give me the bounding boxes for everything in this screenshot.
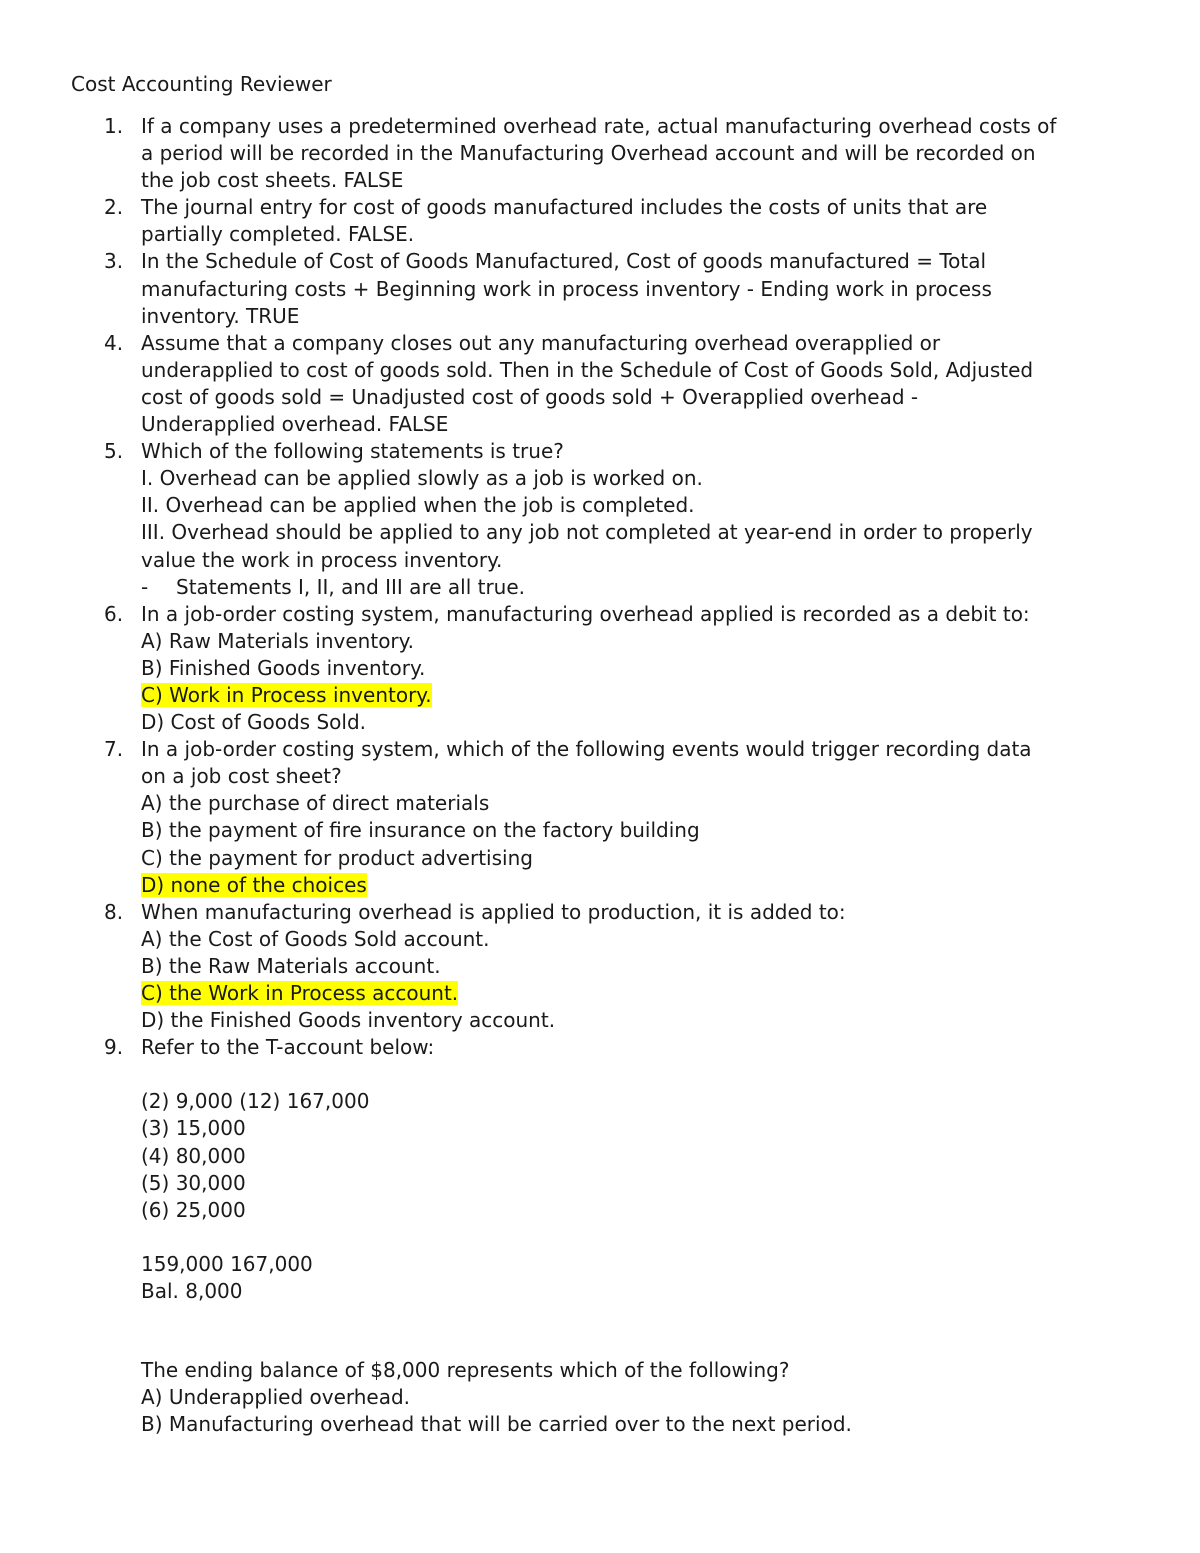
question-text-line: The ending balance of $8,000 represents which of the following? — [141, 1358, 790, 1383]
question-text-line: In a job-order costing system, manufacturing overhead applied is recorded as a debit to: — [141, 601, 1030, 626]
question-text-line: inventory. TRUE — [141, 303, 300, 328]
question-number: 4. — [104, 330, 124, 355]
question-number: 1. — [104, 114, 124, 138]
question-number: 3. — [104, 249, 124, 274]
choice-line: B) Manufacturing overhead that will be carried over to the next period. — [141, 1412, 852, 1437]
question-list — [0, 113, 1200, 1439]
statement-line: value the work in process inventory. — [141, 547, 503, 572]
choice-line: D) Cost of Goods Sold. — [141, 710, 366, 735]
question-text-line: cost of goods sold = Unadjusted cost of goods sold + Overapplied overhead - — [141, 384, 919, 409]
t-account-entry: (5) 30,000 — [141, 1170, 246, 1195]
question-text-line: The journal entry for cost of goods manufactured includes the costs of units that are — [141, 195, 988, 220]
question-item-2 — [0, 194, 1200, 248]
choice-line-correct — [141, 980, 1150, 1007]
question-text-line: If a company uses a predetermined overhead rate, actual manufacturing overhead costs of — [141, 114, 1057, 138]
choice-line-correct — [141, 872, 1150, 899]
question-text-line: Refer to the T-account below: — [141, 1035, 435, 1060]
question-item-5 — [0, 438, 1200, 601]
question-text-line: partially completed. FALSE. — [141, 222, 415, 247]
question-text-line: Assume that a company closes out any manufacturing overhead overapplied or — [141, 330, 941, 355]
highlighted-answer: C) the Work in Process account. — [141, 981, 459, 1005]
question-item-4 — [0, 330, 1200, 438]
question-text-line: In the Schedule of Cost of Goods Manufactured, Cost of goods manufactured = Total — [141, 249, 987, 274]
choice-line: B) the payment of fire insurance on the factory building — [141, 818, 700, 843]
t-account-entry: (6) 25,000 — [141, 1197, 246, 1222]
answer-text: Statements I, II, and III are all true. — [176, 574, 526, 599]
question-number: 5. — [104, 439, 124, 464]
dash-bullet: - — [141, 574, 149, 599]
highlighted-answer: C) Work in Process inventory. — [141, 682, 432, 707]
choice-line: D) the Finished Goods inventory account. — [141, 1008, 556, 1033]
question-item-7 — [0, 736, 1200, 899]
question-item-8 — [0, 899, 1200, 1034]
question-number: 6. — [104, 601, 124, 626]
statement-line: II. Overhead can be applied when the job is completed. — [141, 493, 695, 518]
question-text-line: the job cost sheets. FALSE — [141, 168, 404, 193]
choice-line-correct — [141, 682, 1150, 709]
question-text-line: In a job-order costing system, which of the following events would trigger recording data — [141, 737, 1032, 762]
question-number: 7. — [104, 737, 124, 762]
question-text-line: underapplied to cost of goods sold. Then in the Schedule of Cost of Goods Sold, Adjusted — [141, 357, 1034, 382]
document-title: Cost Accounting Reviewer — [71, 72, 332, 96]
question-text-line: When manufacturing overhead is applied to production, it is added to: — [141, 899, 846, 924]
question-number: 8. — [104, 899, 124, 924]
question-text-line: Which of the following statements is true? — [141, 439, 564, 464]
statement-line: I. Overhead can be applied slowly as a job is worked on. — [141, 466, 703, 491]
question-item-3 — [0, 248, 1200, 329]
question-number: 2. — [104, 195, 124, 220]
t-account-entry: (3) 15,000 — [141, 1116, 246, 1141]
question-text-line: on a job cost sheet? — [141, 764, 342, 789]
question-item-1 — [0, 113, 1200, 194]
choice-line: C) the payment for product advertising — [141, 845, 533, 870]
highlighted-answer: D) none of the choices — [141, 872, 367, 897]
question-text-line: a period will be recorded in the Manufacturing Overhead account and will be recorded on — [141, 141, 1036, 166]
choice-line: A) the purchase of direct materials — [141, 791, 490, 816]
choice-line: B) Finished Goods inventory. — [141, 655, 426, 680]
t-account-balance: Bal. 8,000 — [141, 1279, 243, 1304]
statement-line: III. Overhead should be applied to any job not completed at year-end in order to properly — [141, 520, 1033, 545]
choice-line: A) Raw Materials inventory. — [141, 628, 414, 653]
t-account-entry: (4) 80,000 — [141, 1143, 246, 1168]
t-account-total: 159,000 167,000 — [141, 1251, 313, 1276]
question-text-line: Underapplied overhead. FALSE — [141, 412, 449, 437]
question-item-6 — [0, 601, 1200, 736]
answer-line — [141, 574, 1150, 601]
choice-line: A) Underapplied overhead. — [141, 1385, 411, 1410]
choice-line: B) the Raw Materials account. — [141, 953, 441, 978]
question-text-line: manufacturing costs + Beginning work in process inventory - Ending work in process — [141, 276, 992, 301]
choice-line: A) the Cost of Goods Sold account. — [141, 926, 490, 951]
question-number: 9. — [104, 1035, 124, 1060]
t-account-entry: (2) 9,000 (12) 167,000 — [141, 1089, 370, 1114]
question-item-9 — [0, 1034, 1200, 1438]
